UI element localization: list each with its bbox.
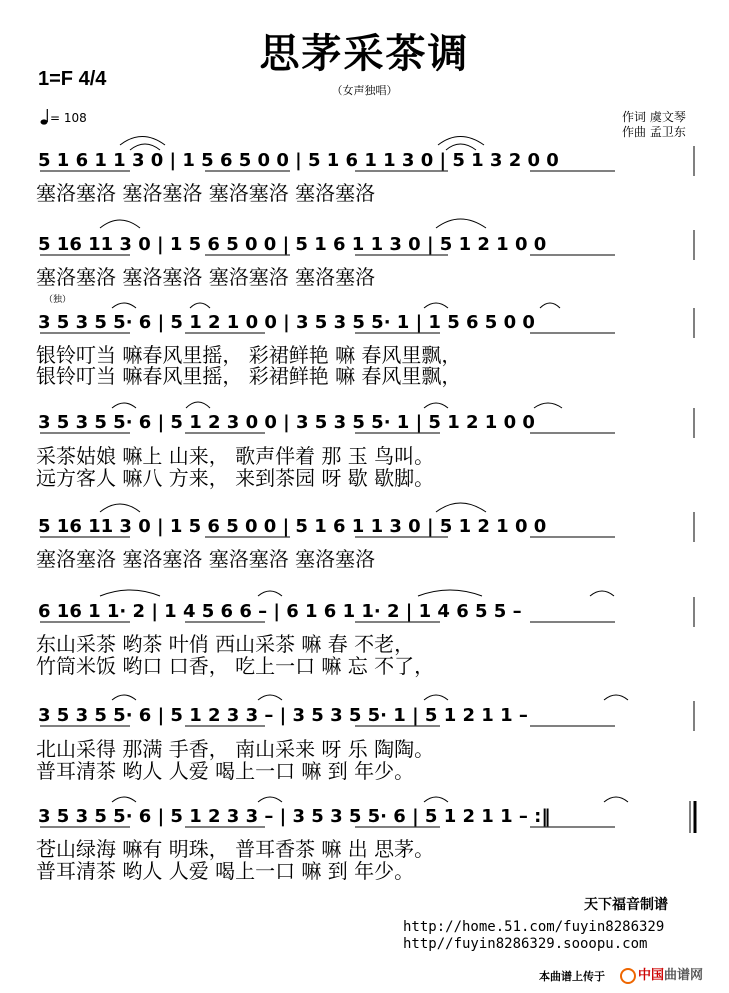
key-signature: 1=F 4/4 xyxy=(38,68,107,90)
notes-line: 5 1 6 1 1 3 0 | 1 5 6 5 0 0 | 5 1 6 1 1 3 0 | 5 1 3 2 0 0 xyxy=(38,150,559,171)
subtitle: （女声独唱） xyxy=(331,84,398,97)
page-title: 思茅采茶调 xyxy=(259,31,470,77)
lyric-line: 塞洛塞洛 塞洛塞洛 塞洛塞洛 塞洛塞洛 xyxy=(36,265,376,289)
notes-line: 3 5 3 5 5· 6 | 5 1 2 3 3 – | 3 5 3 5 5· 6 | 5 1 2 1 1 – :‖ xyxy=(38,806,551,827)
lyric-line: 远方客人 嘛八 方来， 来到茶园 呀 歇 歇脚。 xyxy=(36,466,435,490)
lyric-line: 竹筒米饭 哟口 口香， 吃上一口 嘛 忘 不了， xyxy=(36,654,435,678)
lyric-line: 普耳清茶 哟人 人爱 喝上一口 嘛 到 年少。 xyxy=(36,859,415,883)
lyric-line: 采茶姑娘 嘛上 山来， 歌声伴着 那 玉 鸟叫。 xyxy=(36,444,435,468)
tempo-value: = 108 xyxy=(50,111,87,125)
notes-line: 3 5 3 5 5· 6 | 5 1 2 3 0 0 | 3 5 3 5 5· 1 | 5 1 2 1 0 0 xyxy=(38,412,535,433)
notes-line: 6 16 1 1· 2 | 1 4 5 6 6 – | 6 1 6 1 1· 2 | 1 4 6 5 5 – xyxy=(38,601,522,622)
solo-annotation: （独） xyxy=(44,295,72,305)
lyric-line: 北山采得 那满 手香， 南山采来 呀 乐 陶陶。 xyxy=(36,737,435,761)
lyric-line: 塞洛塞洛 塞洛塞洛 塞洛塞洛 塞洛塞洛 xyxy=(36,547,376,571)
notes-line: 5 16 11 3 0 | 1 5 6 5 0 0 | 5 1 6 1 1 3 0 | 5 1 2 1 0 0 xyxy=(38,234,547,255)
lyricist: 作词 虞文琴 xyxy=(622,110,686,124)
homepage-link[interactable]: http://home.51.com/fuyin8286329 xyxy=(403,919,665,935)
composer: 作曲 孟卫东 xyxy=(622,125,686,139)
lyric-line: 银铃叮当 嘛春风里摇， 彩裙鲜艳 嘛 春风里飘， xyxy=(36,343,462,367)
lyric-line: 塞洛塞洛 塞洛塞洛 塞洛塞洛 塞洛塞洛 xyxy=(36,181,376,205)
notes-line: 5 16 11 3 0 | 1 5 6 5 0 0 | 5 1 6 1 1 3 0 | 5 1 2 1 0 0 xyxy=(38,516,547,537)
logo-site: 曲谱网 xyxy=(664,968,704,983)
notes-line: 3 5 3 5 5· 6 | 5 1 2 3 3 – | 3 5 3 5 5· 1 | 5 1 2 1 1 – xyxy=(38,705,528,726)
site-logo[interactable] xyxy=(620,964,703,984)
lyric-line: 普耳清茶 哟人 人爱 喝上一口 嘛 到 年少。 xyxy=(36,759,415,783)
lyric-line: 苍山绿海 嘛有 明珠， 普耳香茶 嘛 出 思茅。 xyxy=(36,837,435,861)
footer-brand: 天下福音制谱 xyxy=(584,897,668,913)
upload-note: 本曲谱上传于 xyxy=(539,970,605,983)
lyric-line: 东山采茶 哟茶 叶俏 西山采茶 嘛 春 不老， xyxy=(36,632,415,656)
logo-mark-icon xyxy=(620,968,636,984)
lyric-line: 银铃叮当 嘛春风里摇， 彩裙鲜艳 嘛 春风里飘， xyxy=(36,364,462,388)
score-site-link[interactable]: http//fuyin8286329.sooopu.com xyxy=(403,936,648,952)
notes-line: 3 5 3 5 5· 6 | 5 1 2 1 0 0 | 3 5 3 5 5· 1 | 1 5 6 5 0 0 xyxy=(38,312,535,333)
logo-text: 中国 xyxy=(638,968,665,983)
